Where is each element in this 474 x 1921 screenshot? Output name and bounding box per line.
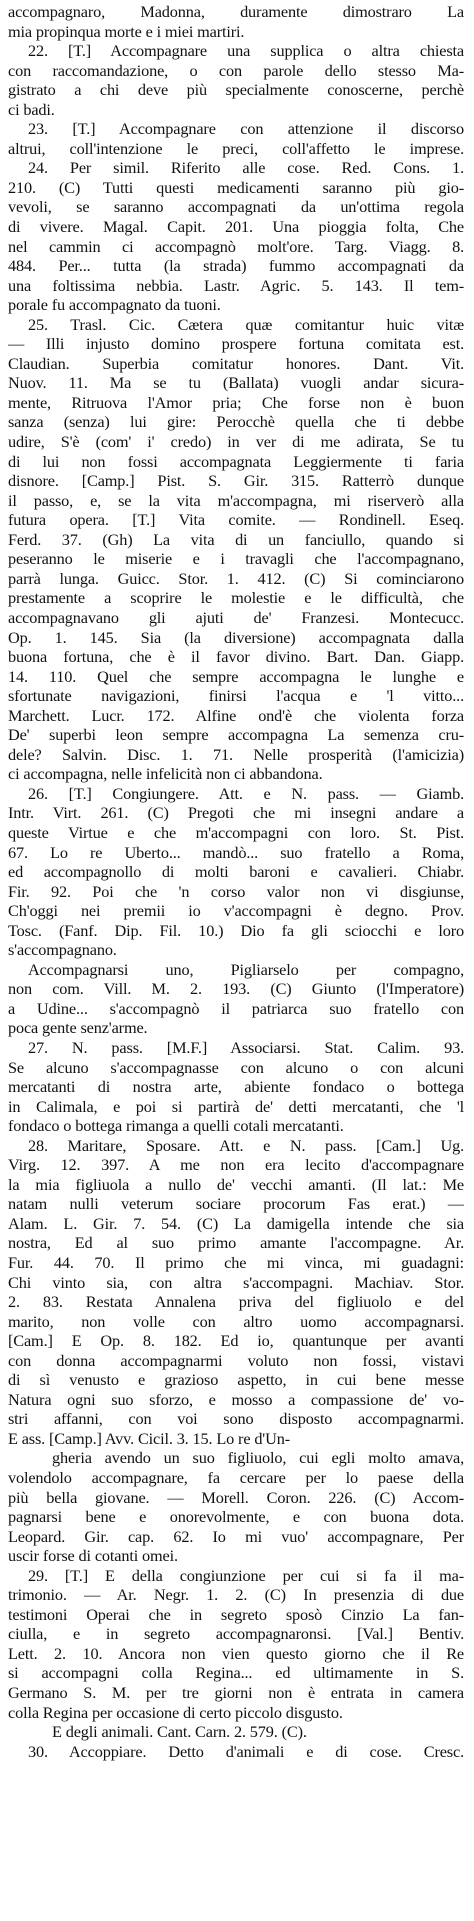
- text-line: De' superbi leon sempre accompagna La semenza cru-: [8, 725, 464, 745]
- text-line: Chi vinto sia, con altra s'accompagni. Machiav. Stor.: [8, 1272, 464, 1292]
- text-line: in Calimala, e poi si partirà de' detti mercatanti, che 'l: [8, 1096, 464, 1116]
- text-line: Claudian. Superbia comitatur honores. Dant. Vit.: [8, 353, 464, 373]
- text-line: una foltissima nebbia. Lastr. Agric. 5. 143. Il tem-: [8, 275, 464, 295]
- text-line: di lui non fossi accompagnata Leggiermente ti faria: [8, 451, 464, 471]
- text-line: a Udine... s'accompagnò il patriarca suo fratello con: [8, 998, 464, 1018]
- text-line: la mia figliuola a nullo de' vecchi amanti. (Il lat.: Me: [8, 1174, 464, 1194]
- text-line: con donna accompagnarmi voluto non fossi, vistavi: [8, 1350, 464, 1370]
- text-line: Op. 1. 145. Sia (la diversione) accompagnata dalla: [8, 627, 464, 647]
- text-line: nel cammin ci accompagnò molt'ore. Targ. Viagg. 8.: [8, 236, 464, 256]
- text-line: nostra, Ed al suo primo amante l'accompagne. Ar.: [8, 1233, 464, 1253]
- text-line: 25. Trasl. Cic. Cætera quæ comitantur huic vitæ: [28, 314, 464, 334]
- text-line: natam nulli veterum sociare procorum Fas erat.) —: [8, 1194, 464, 1214]
- text-line: Germano S. M. per tre giorni non è entrata in camera: [8, 1683, 464, 1703]
- text-line: Lett. 2. 10. Ancora non vien questo giorno che il Re: [8, 1643, 464, 1663]
- text-line: si accompagni colla Regina... ed ultimamente in S.: [8, 1663, 464, 1683]
- text-line: E ass. [Camp.] Avv. Cicil. 3. 15. Lo re d'Un-: [8, 1428, 290, 1448]
- text-line: sfortunate navigazioni, finirsi l'acqua e 'l vitto...: [8, 686, 464, 706]
- text-line: marito, non volle con altro uomo accompagnarsi.: [8, 1311, 464, 1331]
- text-line: ci badi.: [8, 99, 55, 119]
- text-line: accompagnavano gli ajuti de' Franzesi. Montecucc.: [8, 607, 464, 627]
- text-line: poca gente senz'arme.: [8, 1018, 148, 1038]
- text-line: mia propinqua morte e i miei martiri.: [8, 21, 245, 41]
- text-line: Intr. Virt. 261. (C) Pregoti che mi insegni andare a: [8, 803, 464, 823]
- text-line: Ferd. 37. (Gh) La vita di un fanciullo, quando si: [8, 529, 464, 549]
- text-line: pagnarsi bene e onorevolmente, e con buona dota.: [8, 1507, 464, 1527]
- text-line: disnore. [Camp.] Pist. S. Gir. 315. Ratterrò dunque: [8, 471, 464, 491]
- text-line: di vivere. Magal. Capit. 201. Una pioggia folta, Che: [8, 217, 464, 237]
- text-line: accompagnaro, Madonna, duramente dimostraro La: [8, 2, 464, 21]
- text-line: 23. [T.] Accompagnare con attenzione il discorso: [28, 119, 464, 139]
- text-line: 14. 110. Quel che sempre accompagna le lunghe e: [8, 666, 464, 686]
- text-line: Virg. 12. 397. A me non era lecito d'accompagnare: [8, 1155, 464, 1175]
- text-line: Fur. 44. 70. Il primo che mi vinca, mi guadagni:: [8, 1253, 464, 1272]
- text-line: Se alcuno s'accompagnasse con alcuno o con alcuni: [8, 1057, 464, 1077]
- text-line: sanza (senza) lui gire: Perocchè quella che ti debbe: [8, 412, 464, 432]
- text-line: 22. [T.] Accompagnare una supplica o altra chiesta: [28, 41, 464, 61]
- text-line: 28. Maritare, Sposare. Att. e N. pass. [Cam.] Ug.: [28, 1135, 464, 1155]
- text-line: Natura ogni suo sforzo, e mosso a compassione de' vo-: [8, 1389, 464, 1409]
- text-line: ed accompagnollo di molti baroni e cavalieri. Chiabr.: [8, 862, 464, 882]
- text-line: Fir. 92. Poi che 'n corso valor non vi disgiunse,: [8, 881, 464, 901]
- text-line: buona fortuna, che è il favor divino. Bart. Dan. Giapp.: [8, 647, 464, 667]
- text-line: ciulla, e in segreto accompagnaronsi. [Val.] Bentiv.: [8, 1624, 464, 1644]
- text-line: il passo, e, se la vita m'accompagna, mi riserverò alla: [8, 490, 464, 510]
- text-line: altrui, coll'intenzione le preci, coll'affetto le imprese.: [8, 138, 464, 158]
- text-line: 67. Lo re Uberto... mandò... suo fratello a Roma,: [8, 842, 464, 862]
- text-line: 26. [T.] Congiungere. Att. e N. pass. — Giamb.: [28, 783, 464, 803]
- text-line: queste Virtue e che m'accompagni con loro. St. Pist.: [8, 822, 464, 842]
- text-line: con raccomandazione, o con parole dello stesso Ma-: [8, 60, 464, 80]
- text-line: [Cam.] E Op. 8. 182. Ed io, quantunque per avanti: [8, 1331, 464, 1351]
- text-line: 2. 83. Restata Annalena priva del figliuolo e del: [8, 1292, 464, 1312]
- text-line: stri affanni, con voi sono disposto accompagnarmi.: [8, 1409, 464, 1429]
- text-line: Alam. L. Gir. 7. 54. (C) La damigella intende che sia: [8, 1213, 464, 1233]
- text-line: futura opera. [T.] Vita comite. — Rondinell. Eseq.: [8, 510, 464, 530]
- text-line: gheria avendo un suo figliuolo, cui egli molto amava,: [52, 1448, 464, 1468]
- text-line: non com. Vill. M. 2. 193. (C) Giunto (l'Imperatore): [8, 979, 464, 999]
- text-line: testimoni Operai che in segreto sposò Cinzio La fan-: [8, 1604, 464, 1624]
- text-line: ci accompagna, nelle infelicità non ci abbandona.: [8, 764, 323, 784]
- text-column: [8, 2, 464, 1761]
- text-line: mente, Ritruova l'Amor pria; Che forse non è buon: [8, 392, 464, 412]
- text-line: E degli animali. Cant. Carn. 2. 579. (C).: [52, 1722, 307, 1742]
- text-line: Marchett. Lucr. 172. Alfine ond'è che violenta forza: [8, 705, 464, 725]
- text-line: s'accompagnano.: [8, 940, 117, 960]
- text-line: 27. N. pass. [M.F.] Associarsi. Stat. Calim. 93.: [28, 1037, 464, 1057]
- text-line: colla Regina per occasione di certo piccolo disgusto.: [8, 1702, 343, 1722]
- text-line: gistrato a chi deve più specialmente conoscerne, perchè: [8, 80, 464, 100]
- text-line: — Illi injusto domino prospere fortuna comitata est.: [8, 334, 464, 354]
- text-line: Ch'oggi nei premii io v'accompagni è degno. Prov.: [8, 901, 464, 921]
- text-line: 210. (C) Tutti questi medicamenti saranno più gio-: [8, 177, 464, 197]
- text-line: prestamente a scoprire le molestie e le difficultà, che: [8, 588, 464, 608]
- text-line: mercatanti di nostra arte, abiente fondaco o bottega: [8, 1077, 464, 1097]
- text-line: Nuov. 11. Ma se tu (Ballata) vuogli andar sicura-: [8, 373, 464, 393]
- text-line: Accompagnarsi uno, Pigliarselo per compagno,: [28, 959, 464, 979]
- text-line: vevoli, se saranno accompagnati da un'ottima regola: [8, 197, 464, 217]
- text-line: fondaco o bottega rimanga a quelli cotali mercatanti.: [8, 1116, 344, 1136]
- text-line: di sì venusto e grazioso aspetto, in cui bene messe: [8, 1370, 464, 1390]
- text-line: trimonio. — Ar. Negr. 1. 2. (C) In presenzia di due: [8, 1585, 464, 1605]
- text-line: Tosc. (Fanf. Dip. Fil. 10.) Dio fa gli sciocchi e loro: [8, 920, 464, 940]
- text-line: Leopard. Gir. cap. 62. Io mi vuo' accompagnare, Per: [8, 1526, 464, 1546]
- text-line: porale fu accompagnato da tuoni.: [8, 295, 221, 315]
- text-line: peseranno le miserie e i travagli che l'accompagnano,: [8, 549, 464, 569]
- text-line: 29. [T.] E della congiunzione per cui si fa il ma-: [28, 1565, 464, 1585]
- text-line: volendolo accompagnare, fa cercare per lo paese della: [8, 1468, 464, 1488]
- text-line: dele? Salvin. Disc. 1. 71. Nelle prosperità (l'amicizia): [8, 744, 464, 764]
- text-line: parrà lunga. Guicc. Stor. 1. 412. (C) Si cominciarono: [8, 568, 464, 588]
- text-line: 24. Per simil. Riferito alle cose. Red. Cons. 1.: [28, 158, 464, 178]
- text-line: 30. Accoppiare. Detto d'animali e di cose. Cresc.: [28, 1741, 464, 1761]
- text-line: 484. Per... tutta (la strada) fummo accompagnati da: [8, 256, 464, 276]
- text-line: uscir forse di cotanti omei.: [8, 1546, 178, 1566]
- text-line: udire, S'è (com' i' credo) in ver di me adirata, Se tu: [8, 432, 464, 452]
- text-line: più bella giovane. — Morell. Coron. 226. (C) Accom-: [8, 1487, 464, 1507]
